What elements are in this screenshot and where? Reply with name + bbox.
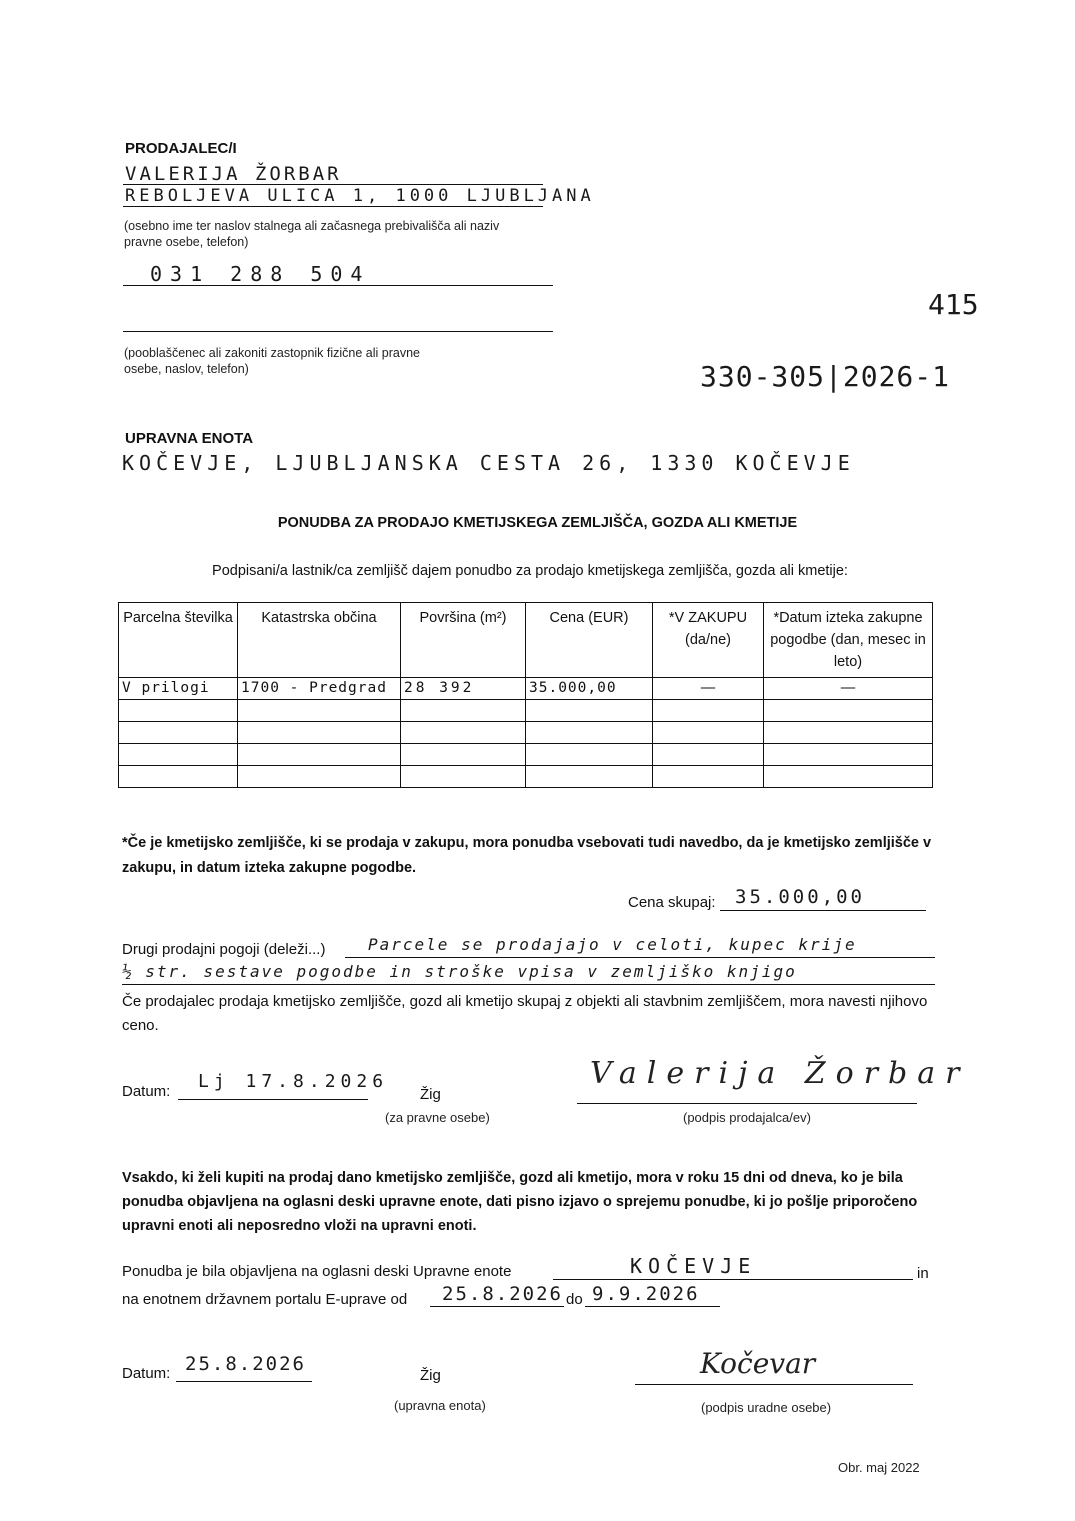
document-title: PONUDBA ZA PRODAJO KMETIJSKEGA ZEMLJIŠČA, GOZDA ALI KMETIJE (277, 515, 798, 531)
publication-text-1: Ponudba je bila objavljena na oglasni deski Upravne enote (122, 1263, 512, 1280)
date-office-handwritten: 25.8.2026 (185, 1353, 306, 1375)
cell-parcel (119, 766, 238, 788)
table-row (119, 766, 933, 788)
table-row (119, 700, 933, 722)
table-row (119, 722, 933, 744)
cell-area: 28 392 (401, 678, 526, 700)
cell-cadastral: 1700 - Predgrad (238, 678, 401, 700)
stamp-label-office: Žig (420, 1367, 441, 1384)
total-value-handwritten: 35.000,00 (735, 886, 865, 908)
conditions-line-2 (122, 984, 935, 985)
cell-area (401, 766, 526, 788)
table-header-row (119, 603, 933, 678)
representative-note: (pooblaščenec ali zakoniti zastopnik fizične ali pravne osebe, naslov, telefon) (124, 346, 420, 376)
phone-line (123, 285, 553, 286)
publication-from-handwritten: 25.8.2026 (442, 1283, 563, 1305)
cell-parcel (119, 700, 238, 722)
date-line-office (176, 1381, 312, 1382)
publication-do: do (566, 1291, 583, 1308)
representative-line (123, 331, 553, 332)
publication-office-handwritten: KOČEVJE (630, 1254, 757, 1278)
table-row (119, 678, 933, 700)
signature-line-seller (577, 1103, 917, 1104)
cell-lease-date (764, 766, 933, 788)
cell-parcel: V prilogi (119, 678, 238, 700)
total-line (720, 910, 926, 911)
seller-line-2 (123, 206, 543, 207)
signature-note-seller: (podpis prodajalca/ev) (683, 1110, 811, 1125)
signature-line-office (635, 1384, 913, 1385)
cell-area (401, 700, 526, 722)
conditions-note: Če prodajalec prodaja kmetijsko zemljišče, gozd ali kmetijo skupaj z objekti ali stavbnim zemljiščem, mora navesti njihovo ceno. (122, 993, 928, 1034)
publication-in: in (917, 1265, 929, 1282)
seller-line-1 (123, 184, 543, 185)
publication-from-line (430, 1306, 564, 1307)
cell-parcel (119, 744, 238, 766)
cell-area (401, 744, 526, 766)
cell-lease-date (764, 744, 933, 766)
cell-lease (653, 722, 764, 744)
cell-lease (653, 766, 764, 788)
cell-lease-date: — (764, 678, 933, 700)
cell-price (526, 766, 653, 788)
conditions-line2-handwritten: ½ str. sestave pogodbe in stroške vpisa v zemljiško knjigo (122, 962, 797, 981)
cell-area (401, 722, 526, 744)
header-cadastral: Katastrska občina (238, 603, 401, 678)
conditions-label: Drugi prodajni pogoji (deleži...) (122, 941, 326, 958)
cell-lease: — (653, 678, 764, 700)
seller-name-handwritten: VALERIJA ŽORBAR (125, 163, 342, 185)
form-code: Obr. maj 2022 (838, 1460, 920, 1475)
registry-number: 415 (928, 288, 979, 321)
cell-lease (653, 700, 764, 722)
stamp-label-seller: Žig (420, 1086, 441, 1103)
date-label-seller: Datum: (122, 1083, 171, 1100)
cell-lease-date (764, 722, 933, 744)
intro-text: Podpisani/a lastnik/ca zemljišč dajem ponudbo za prodajo kmetijskega zemljišča, gozda ali kmetije: (212, 563, 848, 579)
header-lease: *V ZAKUPU (da/ne) (653, 603, 764, 678)
header-parcel: Parcelna številka (119, 603, 238, 678)
date-seller-handwritten: Lj 17.8.2026 (198, 1071, 389, 1092)
seller-note: (osebno ime ter naslov stalnega ali začasnega prebivališča ali naziv pravne osebe, telefon) (124, 219, 500, 249)
publication-text-2: na enotnem državnem portalu E-uprave od (122, 1291, 408, 1308)
official-signature: Kočevar (700, 1347, 816, 1380)
office-heading: UPRAVNA ENOTA (125, 430, 254, 447)
stamp-note-seller: (za pravne osebe) (385, 1110, 490, 1125)
conditions-line1-handwritten: Parcele se prodajajo v celoti, kupec krije (368, 935, 857, 954)
header-area: Površina (m²) (401, 603, 526, 678)
cell-price (526, 722, 653, 744)
publication-office-line (553, 1279, 913, 1280)
cell-lease (653, 744, 764, 766)
stamp-note-office: (upravna enota) (394, 1398, 486, 1413)
table-row (119, 744, 933, 766)
publication-to-line (585, 1306, 720, 1307)
case-number: 330-305|2026-1 (700, 360, 951, 393)
seller-heading: PRODAJALEC/I (125, 140, 237, 157)
cell-parcel (119, 722, 238, 744)
header-price: Cena (EUR) (526, 603, 653, 678)
date-line-seller (178, 1099, 368, 1100)
cell-price (526, 700, 653, 722)
header-lease-date: *Datum izteka zakupne pogodbe (dan, mesec in leto) (764, 603, 933, 678)
total-label: Cena skupaj: (628, 894, 716, 911)
seller-address-handwritten: REBOLJEVA ULICA 1, 1000 LJUBLJANA (125, 186, 595, 206)
cell-cadastral (238, 744, 401, 766)
seller-signature: Valerija Žorbar (590, 1056, 970, 1091)
office-address-handwritten: KOČEVJE, LJUBLJANSKA CESTA 26, 1330 KOČEVJE (122, 451, 855, 475)
cell-cadastral (238, 766, 401, 788)
acceptance-notice: Vsakdo, ki želi kupiti na prodaj dano kmetijsko zemljišče, gozd ali kmetijo, mora v roku 15 dni od dneva, ko je bila ponudba objavljena na oglasni deski upravne enote, dati pisno izjavo o sprejemu ponudbe, ki jo pošlje priporočeno upravni enoti ali neposredno vloži na upravni enoti. (122, 1170, 918, 1234)
date-label-office: Datum: (122, 1365, 171, 1382)
conditions-line-1 (345, 957, 935, 958)
publication-to-handwritten: 9.9.2026 (592, 1283, 700, 1305)
cell-cadastral (238, 722, 401, 744)
parcel-table (118, 602, 933, 788)
seller-phone-handwritten: 031 288 504 (150, 262, 371, 286)
lease-footnote: *Če je kmetijsko zemljišče, ki se prodaja v zakupu, mora ponudba vsebovati tudi navedbo, da je kmetijsko zemljišče v zakupu, in datum izteka zakupne pogodbe. (122, 835, 932, 876)
signature-note-office: (podpis uradne osebe) (701, 1400, 832, 1415)
cell-price (526, 744, 653, 766)
cell-cadastral (238, 700, 401, 722)
cell-lease-date (764, 700, 933, 722)
cell-price: 35.000,00 (526, 678, 653, 700)
